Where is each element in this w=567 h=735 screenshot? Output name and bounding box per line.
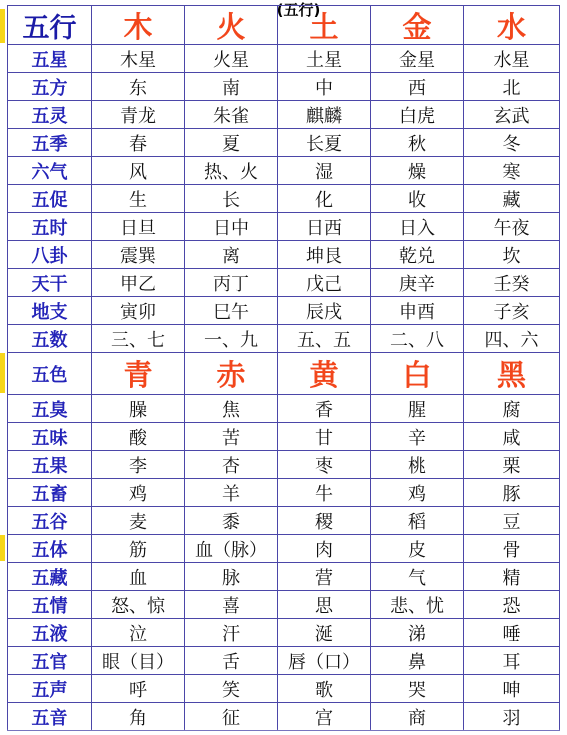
table-cell: 冬 bbox=[464, 129, 560, 157]
row-label: 五声 bbox=[7, 675, 92, 703]
table-cell: 悲、忧 bbox=[371, 591, 464, 619]
table-cell: 二、八 bbox=[371, 325, 464, 353]
table-cell: 中 bbox=[278, 73, 371, 101]
table-cell: 西 bbox=[371, 73, 464, 101]
table-cell: 枣 bbox=[278, 451, 371, 479]
row-label: 五液 bbox=[7, 619, 92, 647]
row-label: 五谷 bbox=[7, 507, 92, 535]
table-cell: 东 bbox=[92, 73, 185, 101]
table-cell: 夏 bbox=[185, 129, 278, 157]
row-label: 五味 bbox=[7, 423, 92, 451]
row-label: 地支 bbox=[7, 297, 92, 325]
header-label: 五行 bbox=[7, 5, 92, 45]
table-cell: 宫 bbox=[278, 703, 371, 731]
table-cell: 燥 bbox=[371, 157, 464, 185]
row-label: 五体 bbox=[7, 535, 92, 563]
five-elements-table bbox=[7, 5, 560, 731]
table-cell: 春 bbox=[92, 129, 185, 157]
table-cell: 血 bbox=[92, 563, 185, 591]
table-cell: 杏 bbox=[185, 451, 278, 479]
table-cell: 辰戌 bbox=[278, 297, 371, 325]
table-cell: 眼（目） bbox=[92, 647, 185, 675]
row-label: 五臭 bbox=[7, 395, 92, 423]
table-cell: 笑 bbox=[185, 675, 278, 703]
table-cell: 李 bbox=[92, 451, 185, 479]
table-cell: 金星 bbox=[371, 45, 464, 73]
table-cell: 甘 bbox=[278, 423, 371, 451]
table-cell: 呼 bbox=[92, 675, 185, 703]
table-cell: 土星 bbox=[278, 45, 371, 73]
table-cell: 火星 bbox=[185, 45, 278, 73]
table-cell: 麦 bbox=[92, 507, 185, 535]
table-cell: 哭 bbox=[371, 675, 464, 703]
row-label: 八卦 bbox=[7, 241, 92, 269]
table-cell: 豚 bbox=[464, 479, 560, 507]
table-cell: 日入 bbox=[371, 213, 464, 241]
table-cell: 气 bbox=[371, 563, 464, 591]
bottom-edge bbox=[0, 729, 567, 735]
table-cell: 牛 bbox=[278, 479, 371, 507]
table-cell: 日中 bbox=[185, 213, 278, 241]
table-cell: 热、火 bbox=[185, 157, 278, 185]
table-cell: 涕 bbox=[371, 619, 464, 647]
row-label: 五果 bbox=[7, 451, 92, 479]
element-fire: 火 bbox=[185, 5, 278, 45]
table-cell: 辛 bbox=[371, 423, 464, 451]
row-label: 五藏 bbox=[7, 563, 92, 591]
table-cell: 唾 bbox=[464, 619, 560, 647]
table-cell: 脉 bbox=[185, 563, 278, 591]
table-cell: 化 bbox=[278, 185, 371, 213]
element-wood: 木 bbox=[92, 5, 185, 45]
table-cell: 骨 bbox=[464, 535, 560, 563]
color-cell: 黄 bbox=[278, 353, 371, 395]
table-cell: 子亥 bbox=[464, 297, 560, 325]
table-cell: 歌 bbox=[278, 675, 371, 703]
table-cell: 豆 bbox=[464, 507, 560, 535]
left-marker bbox=[0, 9, 5, 43]
row-label: 五灵 bbox=[7, 101, 92, 129]
row-label: 五星 bbox=[7, 45, 92, 73]
table-cell: 一、九 bbox=[185, 325, 278, 353]
table-cell: 午夜 bbox=[464, 213, 560, 241]
table-cell: 栗 bbox=[464, 451, 560, 479]
table-cell: 腥 bbox=[371, 395, 464, 423]
table-cell: 桃 bbox=[371, 451, 464, 479]
row-label: 天干 bbox=[7, 269, 92, 297]
table-cell: 怒、惊 bbox=[92, 591, 185, 619]
table-cell: 丙丁 bbox=[185, 269, 278, 297]
table-cell: 呻 bbox=[464, 675, 560, 703]
table-cell: 戊己 bbox=[278, 269, 371, 297]
table-cell: 恐 bbox=[464, 591, 560, 619]
table-cell: 离 bbox=[185, 241, 278, 269]
table-cell: 皮 bbox=[371, 535, 464, 563]
table-cell: 坤艮 bbox=[278, 241, 371, 269]
table-cell: 朱雀 bbox=[185, 101, 278, 129]
table-cell: 北 bbox=[464, 73, 560, 101]
table-cell: 巳午 bbox=[185, 297, 278, 325]
top-title-text: (五行) bbox=[276, 1, 321, 19]
table-cell: 血（脉） bbox=[185, 535, 278, 563]
table-cell: 藏 bbox=[464, 185, 560, 213]
row-label: 五促 bbox=[7, 185, 92, 213]
row-label: 六气 bbox=[7, 157, 92, 185]
row-label: 五官 bbox=[7, 647, 92, 675]
table-cell: 焦 bbox=[185, 395, 278, 423]
table-cell: 寅卯 bbox=[92, 297, 185, 325]
table-cell: 征 bbox=[185, 703, 278, 731]
table-cell: 长 bbox=[185, 185, 278, 213]
table-cell: 五、五 bbox=[278, 325, 371, 353]
table-cell: 乾兑 bbox=[371, 241, 464, 269]
table-cell: 震巽 bbox=[92, 241, 185, 269]
table-cell: 稷 bbox=[278, 507, 371, 535]
color-cell: 白 bbox=[371, 353, 464, 395]
row-label: 五情 bbox=[7, 591, 92, 619]
table-cell: 麒麟 bbox=[278, 101, 371, 129]
table-cell: 木星 bbox=[92, 45, 185, 73]
table-cell: 喜 bbox=[185, 591, 278, 619]
table-cell: 寒 bbox=[464, 157, 560, 185]
row-label: 五方 bbox=[7, 73, 92, 101]
left-marker bbox=[0, 535, 5, 561]
table-cell: 酸 bbox=[92, 423, 185, 451]
table-cell: 苦 bbox=[185, 423, 278, 451]
table-cell: 思 bbox=[278, 591, 371, 619]
table-cell: 羊 bbox=[185, 479, 278, 507]
table-cell: 长夏 bbox=[278, 129, 371, 157]
table-cell: 咸 bbox=[464, 423, 560, 451]
table-cell: 涎 bbox=[278, 619, 371, 647]
table-cell: 肉 bbox=[278, 535, 371, 563]
color-cell: 黑 bbox=[464, 353, 560, 395]
table-cell: 日西 bbox=[278, 213, 371, 241]
table-cell: 庚辛 bbox=[371, 269, 464, 297]
table-cell: 唇（口） bbox=[278, 647, 371, 675]
table-cell: 收 bbox=[371, 185, 464, 213]
table-cell: 商 bbox=[371, 703, 464, 731]
table-cell: 汗 bbox=[185, 619, 278, 647]
table-cell: 白虎 bbox=[371, 101, 464, 129]
row-label: 五畜 bbox=[7, 479, 92, 507]
table-cell: 黍 bbox=[185, 507, 278, 535]
element-water: 水 bbox=[464, 5, 560, 45]
table-cell: 甲乙 bbox=[92, 269, 185, 297]
table-cell: 申酉 bbox=[371, 297, 464, 325]
table-cell: 生 bbox=[92, 185, 185, 213]
row-label: 五数 bbox=[7, 325, 92, 353]
table-cell: 三、七 bbox=[92, 325, 185, 353]
table-cell: 玄武 bbox=[464, 101, 560, 129]
row-label: 五音 bbox=[7, 703, 92, 731]
table-cell: 泣 bbox=[92, 619, 185, 647]
table-cell: 坎 bbox=[464, 241, 560, 269]
table-cell: 耳 bbox=[464, 647, 560, 675]
table-cell: 舌 bbox=[185, 647, 278, 675]
table-cell: 鼻 bbox=[371, 647, 464, 675]
row-label: 五季 bbox=[7, 129, 92, 157]
table-cell: 精 bbox=[464, 563, 560, 591]
table-cell: 角 bbox=[92, 703, 185, 731]
table-cell: 稻 bbox=[371, 507, 464, 535]
table-cell: 腐 bbox=[464, 395, 560, 423]
table-cell: 水星 bbox=[464, 45, 560, 73]
colors-row-label: 五色 bbox=[7, 353, 92, 395]
table-cell: 南 bbox=[185, 73, 278, 101]
left-marker bbox=[0, 353, 5, 393]
table-cell: 营 bbox=[278, 563, 371, 591]
table-cell: 鸡 bbox=[371, 479, 464, 507]
table-cell: 四、六 bbox=[464, 325, 560, 353]
table-cell: 香 bbox=[278, 395, 371, 423]
table-cell: 风 bbox=[92, 157, 185, 185]
row-label: 五时 bbox=[7, 213, 92, 241]
table-cell: 壬癸 bbox=[464, 269, 560, 297]
element-earth: 土 bbox=[278, 5, 371, 45]
table-cell: 日旦 bbox=[92, 213, 185, 241]
color-cell: 青 bbox=[92, 353, 185, 395]
table-cell: 筋 bbox=[92, 535, 185, 563]
table-cell: 青龙 bbox=[92, 101, 185, 129]
table-cell: 湿 bbox=[278, 157, 371, 185]
table-cell: 鸡 bbox=[92, 479, 185, 507]
element-metal: 金 bbox=[371, 5, 464, 45]
table-cell: 臊 bbox=[92, 395, 185, 423]
color-cell: 赤 bbox=[185, 353, 278, 395]
table-cell: 羽 bbox=[464, 703, 560, 731]
table-cell: 秋 bbox=[371, 129, 464, 157]
